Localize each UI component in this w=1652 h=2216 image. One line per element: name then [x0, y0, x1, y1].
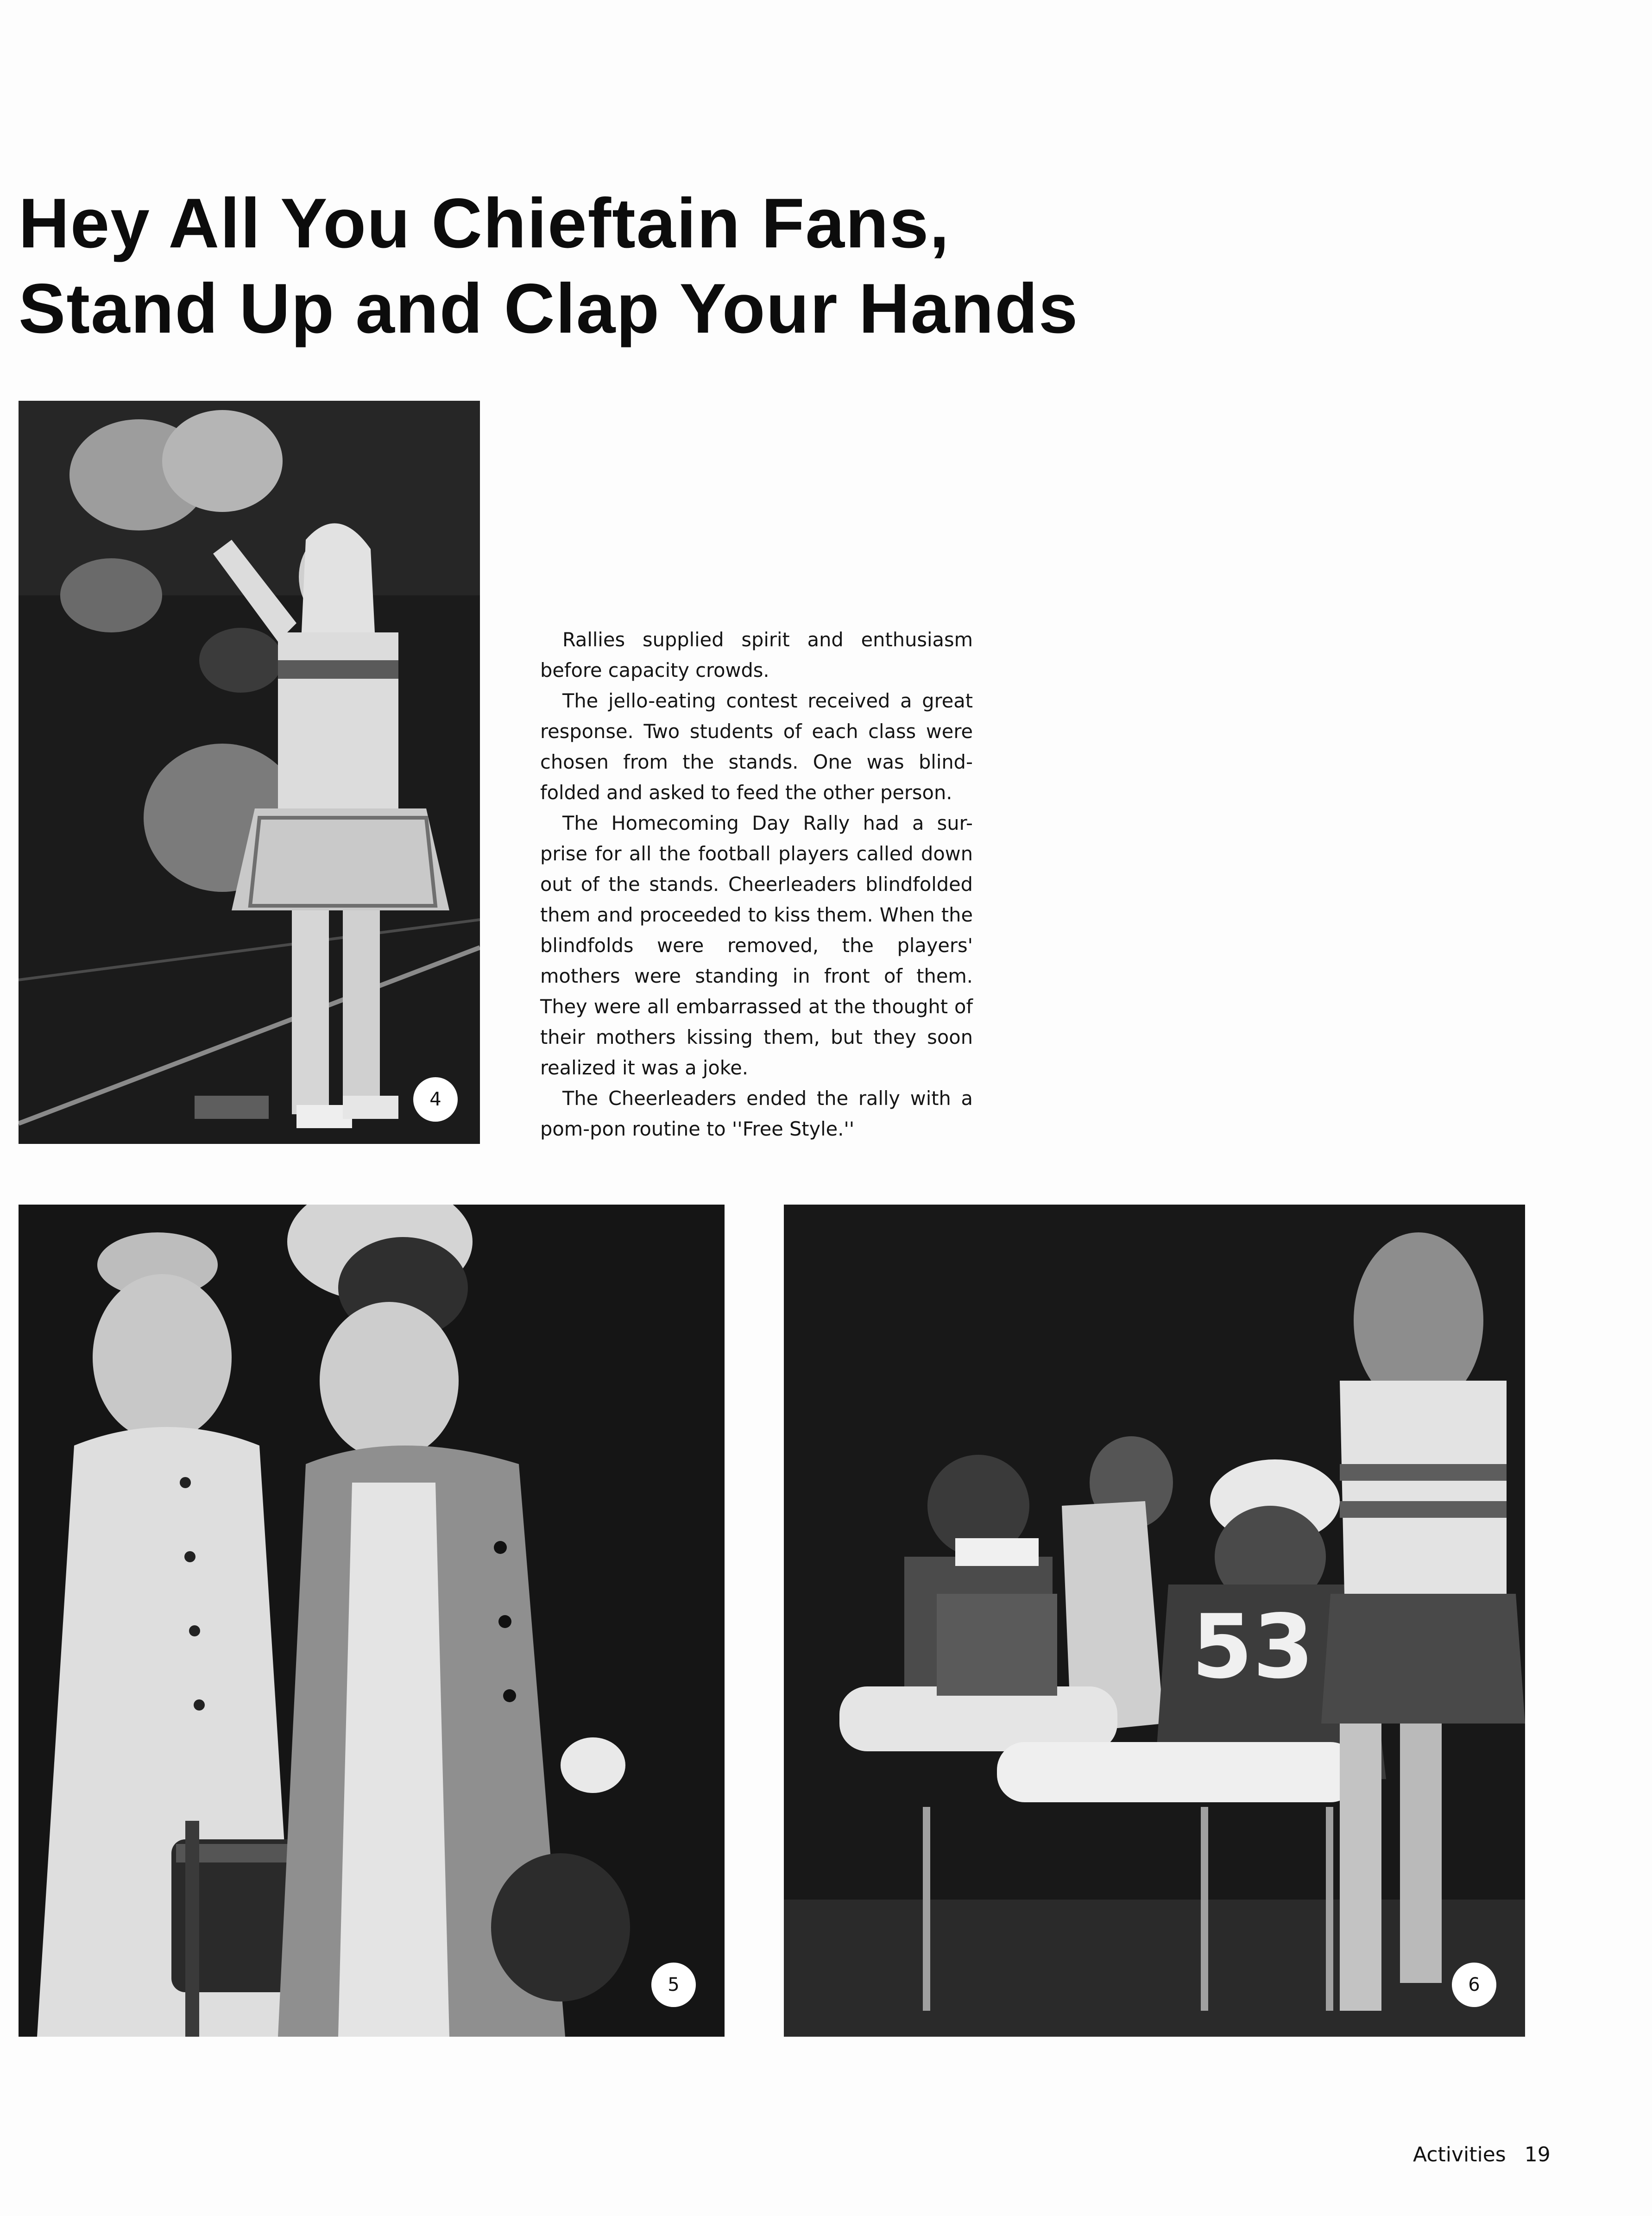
photo-costumed-mothers: [19, 1205, 725, 2037]
article-paragraph: The Homecoming Day Rally had a sur-prise for all the football players called down out of the stands. Cheerleaders blindfolded them and proceeded to kiss them. When the blindfolds were removed, the players' mothers were standing in front of them. They were all embarrassed at the thought of their mothers kissing them, but they soon realized it was a joke.: [540, 812, 973, 1079]
photo-number-badge-6: 6: [1452, 1963, 1496, 2007]
headline-line-2: Stand Up and Clap Your Hands: [19, 269, 1079, 348]
photo-number-badge-4: 4: [413, 1077, 458, 1122]
page-headline: [19, 181, 1177, 351]
photo-4-image: [19, 401, 480, 1144]
article-paragraph: The Cheerleaders ended the rally with a pom-pon routine to ''Free Style.'': [540, 1087, 973, 1140]
headline-line-1: Hey All You Chieftain Fans,: [19, 184, 950, 263]
photo-blindfolded-players: [784, 1205, 1525, 2037]
photo-cheerleader-pompons: [19, 401, 480, 1144]
article-paragraph: Rallies supplied spirit and enthusiasm before capacity crowds.: [540, 628, 973, 682]
jersey-number-53: 53: [1192, 1596, 1314, 1698]
page-number: 19: [1524, 2143, 1551, 2166]
photo-6-image: [784, 1205, 1525, 2037]
article-body: [540, 625, 973, 1144]
page-footer: [1413, 2143, 1551, 2166]
article-paragraph: The jello-eating contest received a great response. Two students of each class were chosen from the stands. One was blind-folded and asked to feed the other person.: [540, 689, 973, 804]
section-name: Activities: [1413, 2143, 1506, 2166]
photo-5-image: [19, 1205, 725, 2037]
photo-number-badge-5: 5: [651, 1963, 696, 2007]
